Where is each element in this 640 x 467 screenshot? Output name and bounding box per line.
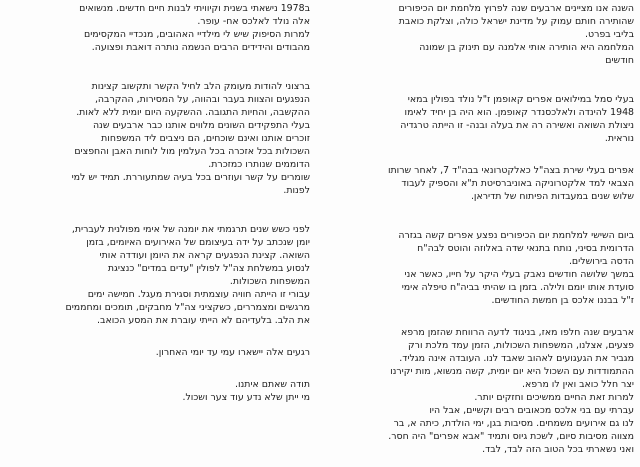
paragraph-thanks-corps (10, 80, 310, 197)
text-line: בליבי בפרט. (585, 29, 634, 40)
text-line: מי ייתן שלא נדע עוד צער ושכול. (182, 392, 310, 403)
paragraph-anniversary (331, 2, 634, 67)
text-line: ניצולת השואה ואשירה רה את בעלה ובנה- זו הייתה טרגדיה (400, 120, 634, 131)
text-line: אלה נולד לאלכס אח- עופר. (197, 16, 310, 27)
text-line: מהבודים והידידים הרבים הנשמה נותרה דואבת ופצועה. (91, 42, 310, 53)
text-line: השנה אנו מציינים ארבעים שנה לפרוץ מלחמת יום הכיפורים (398, 3, 634, 14)
text-line: ואני נשארתי בכל הטוב הזה לבד, לבד. (482, 444, 634, 455)
text-line: הנפגעים והצוות בעבר ובהווה, על המסירות, ההקרבה, (94, 94, 310, 105)
text-line: ב1978 נישאתי בשנית וקיוויתי לבנות חיים חדשים. מנשואים (79, 3, 310, 14)
right-text-column (331, 2, 634, 456)
text-line: הדסה בירושלים. (568, 256, 634, 267)
text-line: את הלב. בלעדיהם לא הייתי עוברת את המסע הכואב. (97, 315, 310, 326)
text-line: ז"ל בבננו אלכס בן חמשת החודשים. (491, 295, 634, 306)
text-line: עבורי זו הייתה חוויה עוצמתית וסגירת מעגל. חמישה ימים (87, 289, 310, 300)
paragraph-closing (10, 378, 310, 404)
paragraph-forty-years (331, 326, 634, 456)
text-line: פצעים, אצלנו, המשפחות השכולות, הזמן עמד מלכת ורק (408, 340, 634, 351)
paragraph-remarriage (10, 2, 310, 54)
text-line: הצבאי למד אלקטרוניקה באוניברסיטת ת"א והספיק לעבוד (401, 178, 634, 189)
text-line: ביום השישי למלחמת יום הכיפורים נפצע אפרים קשה בגזרה (398, 230, 634, 241)
text-line: למרות זאת החיים ממשיכים וחזקים יותר. (474, 392, 634, 403)
text-line: עברתי עם בני אלכס מכאובים רבים וקשיים, אבל היו (429, 405, 634, 416)
text-line: אפרים בעלי שירת בצה"ל כאלקטרונאי בבה"ד 7, לאחר שרותו (387, 165, 634, 176)
text-line: במשך שלושה חודשים נאבק בעלי היקר על חייו, כאשר אני (404, 269, 634, 280)
text-line: השואה. קצינת הנפגעים קראה את היומן ועודדה אותי (99, 250, 310, 261)
text-line: חודשים (605, 55, 634, 66)
text-line: ארבעים שנה חלפו מאז, בניגוד לדעה הרווחת שהזמן מרפא (400, 327, 634, 338)
text-line: רגעים אלה יישארו עמי עד יומי האחרון. (155, 347, 310, 358)
text-line: יומן שנכתב על ידה בעיצומם של האירועים האיומים, בזמן (86, 237, 310, 248)
text-line: מצווה מסיבות סיום, לשכת גיוס ותמיד "אבא אפרים" היה חסר. (388, 431, 634, 442)
text-line: יצר חלל כואב ואין לו מרפא. (522, 379, 634, 390)
text-line: הדרומית בסיני, נותח בתנאי שדה באלוזה והוטס לבה"ח (417, 243, 634, 254)
text-line: זוכרים אותנו ואינם שוכחים, הם ניצבים ליד המשפחות (101, 133, 310, 144)
text-line: למרות הסיפוק שיש לי מילדיי האהובים, מנכדיי המקסימים (83, 29, 310, 40)
text-line: מרגשים ומצמררים, כשקציני צה"ל מחבקים, תומכים ומחממים (65, 302, 310, 313)
left-text-column (10, 2, 310, 404)
text-line: בעלי התפקידים השונים מלווים אותנו כבר ארבעים שנה (92, 120, 310, 131)
text-line: בעלי סמל במילואים אפרים קאופמן ז"ל נולד בפולין במאי (407, 94, 634, 105)
text-line: לפני כשש שנים תרגמתי את יומנה של אימי מפולנית לעברית, (71, 224, 310, 235)
text-line: שלוש שנים במעבדות הפיתוח של תדיראן. (470, 191, 634, 202)
paragraph-war-injury (331, 229, 634, 307)
text-line: הדוממים שנותרו כמזכרת. (208, 159, 310, 170)
text-line: לנו גם אירועים משמחים. מסיבות בגן, ימי הולדת, כיתה א, בר (393, 418, 634, 429)
text-line: שומרים על קשר ועוזרים בכל בעיה שמתעוררת. תמיד יש למי (71, 172, 310, 183)
text-line: המשפחות השכולות. (229, 276, 310, 287)
text-line: סועדת אותו יומם ולילה. בזמן בו שהיתי בביה"ח טיפלה אימי (401, 282, 634, 293)
text-line: ברצוני להודות מעומק הלב לחיל הקשר ותקשוב קצינות (91, 81, 310, 92)
text-line: תודה שאתם איתנו. (234, 379, 310, 390)
paragraph-moments (10, 346, 310, 359)
text-line: המלחמה היא הותירה אותי אלמנה עם תינוק בן שמונה (419, 42, 634, 53)
text-line: שהותירה חותם עמוק על מדינת ישראל כולה, וצלקת כואבת (398, 16, 634, 27)
text-line: לפנות. (283, 185, 310, 196)
paragraph-poland-trip (10, 223, 310, 327)
paragraph-husband-bio (331, 93, 634, 145)
text-line: לנסוע במשלחת צה"ל לפולין "עדים במדים" כנציגת (107, 263, 310, 274)
text-line: ההקשבה, והחיות התגובה. ההשקעה היום יומית ללא לאות. (76, 107, 310, 118)
text-line: 1948 להינדה ולאלכסנדר קאופמן. הוא היה בן יחיד לאימו (404, 107, 634, 118)
text-line: ההתמודדות עם השכול היא יום יומית, קשה מנשוא, מות יקירנו (390, 366, 634, 377)
paragraph-military-service (331, 164, 634, 203)
text-line: מגביר את הגעגועים לאהוב שאבד לנו. העובדה אינה מגליד. (399, 353, 634, 364)
text-line: השכולות בכל אזכרה בכל העלמין מול לוחות האבן והחפצים (74, 146, 310, 157)
text-line: נוראית. (604, 133, 634, 144)
